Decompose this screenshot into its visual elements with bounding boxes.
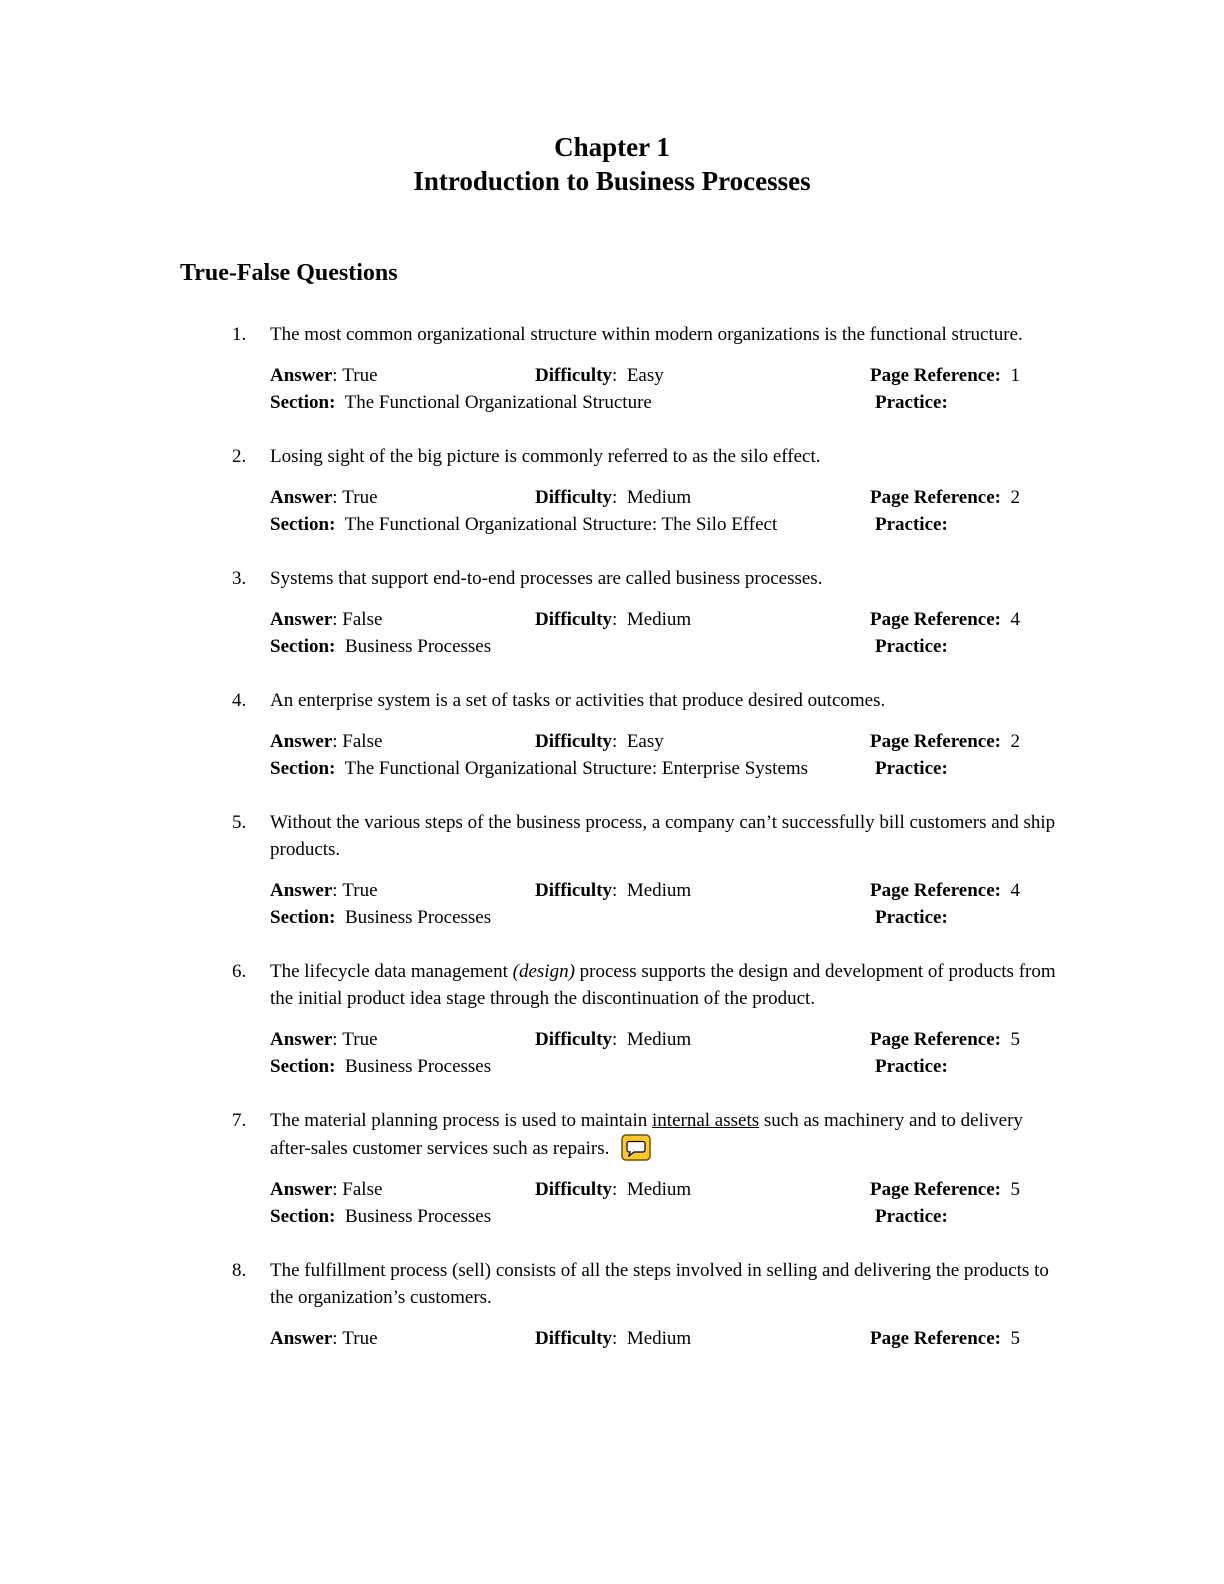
page-reference bbox=[870, 1026, 1063, 1053]
answer-row bbox=[270, 1176, 1063, 1203]
question-item bbox=[232, 687, 1063, 782]
answer-row bbox=[270, 362, 1063, 389]
answer-label: Answer bbox=[270, 731, 333, 752]
chapter-subtitle: Introduction to Business Processes bbox=[413, 166, 811, 196]
question-meta bbox=[270, 877, 1063, 931]
difficulty bbox=[535, 728, 870, 755]
question-text-run: (design) bbox=[512, 961, 575, 982]
question-text-run: process supports the design and development of products from the initial product idea stage through the discontinuation of the product. bbox=[270, 961, 1056, 1009]
section-row bbox=[270, 633, 1063, 660]
answer-value: : True bbox=[332, 487, 378, 508]
section-row bbox=[270, 511, 1063, 538]
difficulty bbox=[535, 1026, 870, 1053]
section-label: Section: bbox=[270, 1056, 336, 1077]
answer-value: : True bbox=[332, 1029, 378, 1050]
question-number: 7. bbox=[232, 1110, 247, 1131]
question-text bbox=[270, 687, 1063, 714]
answer bbox=[270, 1026, 535, 1053]
section bbox=[270, 389, 820, 416]
answer bbox=[270, 606, 535, 633]
difficulty-label: Difficulty bbox=[535, 731, 613, 752]
question-meta bbox=[270, 1325, 1063, 1352]
question-text bbox=[270, 809, 1063, 863]
section-heading: True-False Questions bbox=[180, 260, 398, 286]
question-body bbox=[270, 958, 1063, 1080]
question-text bbox=[270, 1107, 1063, 1162]
section-row bbox=[270, 755, 1063, 782]
difficulty-label: Difficulty bbox=[535, 880, 613, 901]
difficulty bbox=[535, 606, 870, 633]
question-body bbox=[270, 809, 1063, 931]
difficulty bbox=[535, 1325, 870, 1352]
document-title-block bbox=[0, 130, 1224, 198]
answer-row bbox=[270, 728, 1063, 755]
practice bbox=[820, 1203, 948, 1230]
question-number: 5. bbox=[232, 812, 247, 833]
section-value: The Functional Organizational Structure: The Silo Effect bbox=[335, 514, 778, 535]
page-reference bbox=[870, 1176, 1063, 1203]
question-number: 3. bbox=[232, 568, 247, 589]
page-reference bbox=[870, 728, 1063, 755]
question-text-run: The most common organizational structure within modern organizations is the functional structure. bbox=[270, 324, 1023, 345]
difficulty-label: Difficulty bbox=[535, 609, 613, 630]
difficulty bbox=[535, 362, 870, 389]
answer bbox=[270, 362, 535, 389]
question-item bbox=[232, 958, 1063, 1080]
answer-row bbox=[270, 606, 1063, 633]
section bbox=[270, 1053, 820, 1080]
page-reference bbox=[870, 1325, 1063, 1352]
question-number: 1. bbox=[232, 324, 247, 345]
practice-label: Practice: bbox=[875, 758, 948, 779]
practice bbox=[820, 904, 948, 931]
section-row bbox=[270, 904, 1063, 931]
page-reference-label: Page Reference: bbox=[870, 1179, 1001, 1200]
question-body bbox=[270, 321, 1063, 416]
answer-label: Answer bbox=[270, 1328, 333, 1349]
comment-icon[interactable] bbox=[621, 1134, 651, 1161]
question-text-run: The lifecycle data management bbox=[270, 961, 513, 982]
practice bbox=[820, 755, 948, 782]
question-number: 2. bbox=[232, 446, 247, 467]
question-text-run: Losing sight of the big picture is commonly referred to as the silo effect. bbox=[270, 446, 821, 467]
section bbox=[270, 1203, 820, 1230]
section-value: The Functional Organizational Structure: Enterprise Systems bbox=[335, 758, 809, 779]
question-meta bbox=[270, 606, 1063, 660]
practice bbox=[820, 1053, 948, 1080]
difficulty bbox=[535, 484, 870, 511]
question-text-run: Systems that support end-to-end processes are called business processes. bbox=[270, 568, 823, 589]
answer-label: Answer bbox=[270, 1029, 333, 1050]
question-text bbox=[270, 321, 1063, 348]
practice bbox=[820, 511, 948, 538]
section-label: Section: bbox=[270, 514, 336, 535]
chapter-title: Chapter 1 bbox=[554, 132, 670, 162]
question-text-run: An enterprise system is a set of tasks or activities that produce desired outcomes. bbox=[270, 690, 886, 711]
question-text-run: Without the various steps of the business process, a company can’t successfully bill customers and ship products. bbox=[270, 812, 1056, 860]
question-text-run: The fulfillment process (sell) consists of all the steps involved in selling and delivering the products to the organization’s customers. bbox=[270, 1260, 1049, 1308]
question-body bbox=[270, 1107, 1063, 1230]
difficulty-label: Difficulty bbox=[535, 1179, 613, 1200]
answer bbox=[270, 728, 535, 755]
practice-label: Practice: bbox=[875, 636, 948, 657]
question-number: 6. bbox=[232, 961, 247, 982]
question-item bbox=[232, 809, 1063, 931]
answer-row bbox=[270, 484, 1063, 511]
question-list bbox=[232, 321, 1063, 1352]
section bbox=[270, 511, 820, 538]
section-label: Section: bbox=[270, 392, 336, 413]
question-text-run: The material planning process is used to maintain bbox=[270, 1110, 653, 1131]
section-row bbox=[270, 1053, 1063, 1080]
page-reference-label: Page Reference: bbox=[870, 731, 1001, 752]
question-number: 4. bbox=[232, 690, 247, 711]
page-reference-value: 4 bbox=[1001, 880, 1020, 901]
answer-row bbox=[270, 1325, 1063, 1352]
answer-value: : True bbox=[332, 880, 378, 901]
answer-label: Answer bbox=[270, 609, 333, 630]
section-label: Section: bbox=[270, 636, 336, 657]
practice bbox=[820, 389, 948, 416]
page-reference-label: Page Reference: bbox=[870, 1029, 1001, 1050]
page-reference-label: Page Reference: bbox=[870, 365, 1001, 386]
question-text bbox=[270, 1257, 1063, 1311]
question-item bbox=[232, 443, 1063, 538]
section-value: The Functional Organizational Structure bbox=[335, 392, 652, 413]
page-reference bbox=[870, 606, 1063, 633]
question-text bbox=[270, 565, 1063, 592]
question-body bbox=[270, 443, 1063, 538]
section bbox=[270, 633, 820, 660]
practice-label: Practice: bbox=[875, 392, 948, 413]
question-body bbox=[270, 565, 1063, 660]
section-value: Business Processes bbox=[335, 907, 492, 928]
difficulty-label: Difficulty bbox=[535, 1029, 613, 1050]
difficulty-value: : Medium bbox=[612, 1179, 692, 1200]
question-text-run: such as machinery and to delivery after-sales customer services such as repairs. bbox=[270, 1110, 1023, 1159]
question-body bbox=[270, 1257, 1063, 1352]
answer bbox=[270, 484, 535, 511]
difficulty-value: : Medium bbox=[612, 1328, 692, 1349]
answer-value: : True bbox=[332, 365, 378, 386]
difficulty-value: : Medium bbox=[612, 609, 692, 630]
question-item bbox=[232, 565, 1063, 660]
page-reference-value: 2 bbox=[1001, 731, 1020, 752]
difficulty-label: Difficulty bbox=[535, 487, 613, 508]
page-reference bbox=[870, 877, 1063, 904]
question-meta bbox=[270, 728, 1063, 782]
page-reference-value: 5 bbox=[1001, 1179, 1020, 1200]
question-meta bbox=[270, 484, 1063, 538]
answer-row bbox=[270, 1026, 1063, 1053]
difficulty-label: Difficulty bbox=[535, 365, 613, 386]
page-reference-value: 2 bbox=[1001, 487, 1020, 508]
question-item bbox=[232, 321, 1063, 416]
section-row bbox=[270, 389, 1063, 416]
answer-label: Answer bbox=[270, 880, 333, 901]
answer bbox=[270, 877, 535, 904]
answer-value: : False bbox=[332, 609, 383, 630]
practice-label: Practice: bbox=[875, 1206, 948, 1227]
section-row bbox=[270, 1203, 1063, 1230]
question-meta bbox=[270, 1026, 1063, 1080]
answer-label: Answer bbox=[270, 487, 333, 508]
practice-label: Practice: bbox=[875, 1056, 948, 1077]
difficulty bbox=[535, 877, 870, 904]
page-reference-value: 1 bbox=[1001, 365, 1020, 386]
difficulty-value: : Easy bbox=[612, 731, 664, 752]
question-item bbox=[232, 1257, 1063, 1352]
answer bbox=[270, 1325, 535, 1352]
answer-value: : False bbox=[332, 1179, 383, 1200]
section-value: Business Processes bbox=[335, 1056, 492, 1077]
page-reference-label: Page Reference: bbox=[870, 609, 1001, 630]
section-label: Section: bbox=[270, 1206, 336, 1227]
page-reference-label: Page Reference: bbox=[870, 880, 1001, 901]
answer-label: Answer bbox=[270, 365, 333, 386]
question-meta bbox=[270, 362, 1063, 416]
question-meta bbox=[270, 1176, 1063, 1230]
question-text bbox=[270, 958, 1063, 1012]
page-reference-label: Page Reference: bbox=[870, 487, 1001, 508]
section-label: Section: bbox=[270, 758, 336, 779]
answer-row bbox=[270, 877, 1063, 904]
difficulty-value: : Medium bbox=[612, 880, 692, 901]
question-body bbox=[270, 687, 1063, 782]
answer-value: : True bbox=[332, 1328, 378, 1349]
answer-label: Answer bbox=[270, 1179, 333, 1200]
answer-value: : False bbox=[332, 731, 383, 752]
difficulty bbox=[535, 1176, 870, 1203]
question-number: 8. bbox=[232, 1260, 247, 1281]
section-value: Business Processes bbox=[335, 636, 492, 657]
page-reference-label: Page Reference: bbox=[870, 1328, 1001, 1349]
answer bbox=[270, 1176, 535, 1203]
page-reference bbox=[870, 484, 1063, 511]
question-item bbox=[232, 1107, 1063, 1230]
difficulty-value: : Medium bbox=[612, 1029, 692, 1050]
practice bbox=[820, 633, 948, 660]
section-label: Section: bbox=[270, 907, 336, 928]
difficulty-value: : Medium bbox=[612, 487, 692, 508]
page-reference bbox=[870, 362, 1063, 389]
page-reference-value: 4 bbox=[1001, 609, 1020, 630]
difficulty-value: : Easy bbox=[612, 365, 664, 386]
question-text-run: internal assets bbox=[652, 1110, 760, 1131]
page-reference-value: 5 bbox=[1001, 1328, 1020, 1349]
practice-label: Practice: bbox=[875, 907, 948, 928]
section bbox=[270, 904, 820, 931]
difficulty-label: Difficulty bbox=[535, 1328, 613, 1349]
practice-label: Practice: bbox=[875, 514, 948, 535]
question-text bbox=[270, 443, 1063, 470]
section bbox=[270, 755, 820, 782]
page-reference-value: 5 bbox=[1001, 1029, 1020, 1050]
section-value: Business Processes bbox=[335, 1206, 492, 1227]
